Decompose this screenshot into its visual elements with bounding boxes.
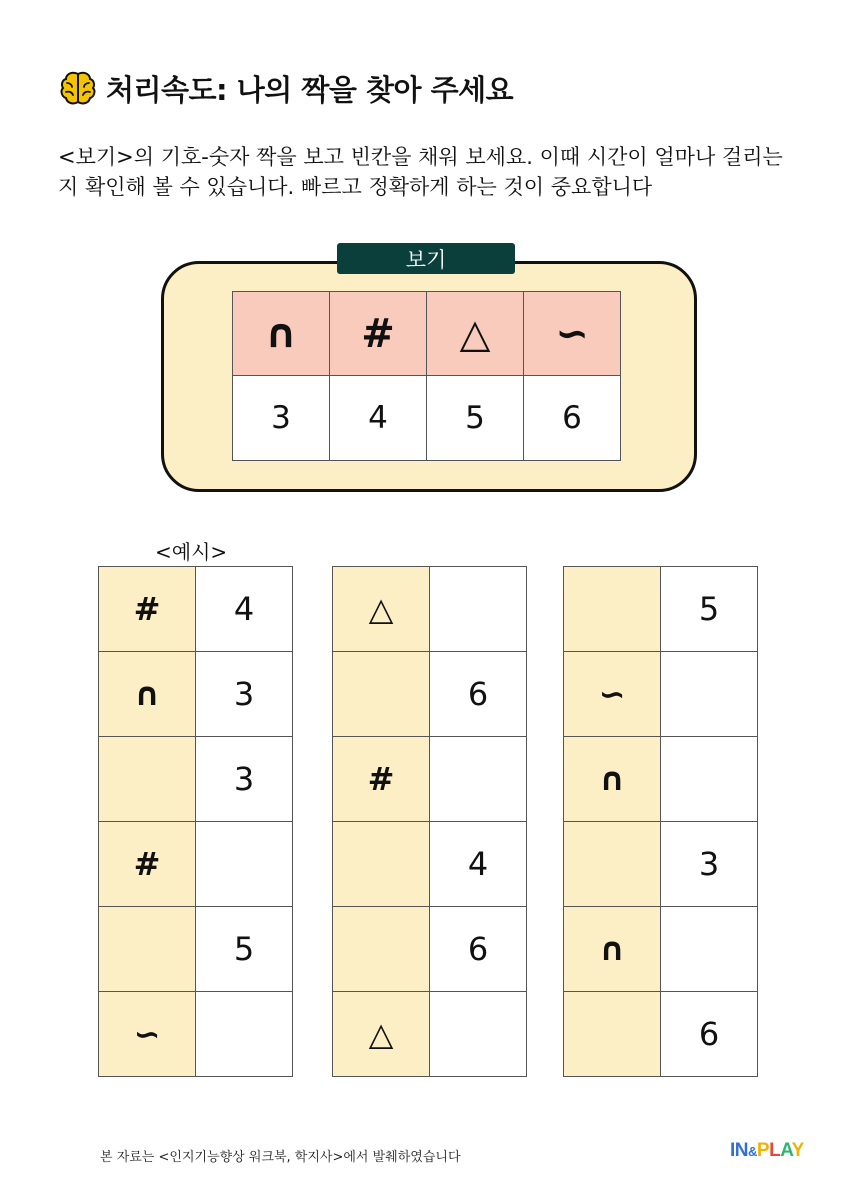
table-row — [99, 907, 293, 992]
logo-part: Y — [791, 1140, 804, 1161]
table-row — [333, 567, 527, 652]
symbol-cell[interactable] — [564, 567, 661, 652]
table-row — [333, 822, 527, 907]
table-row — [99, 652, 293, 737]
table-row — [564, 652, 758, 737]
legend-number: 3 — [233, 376, 330, 461]
symbol-cell: ∩ — [564, 907, 661, 992]
symbol-cell: # — [333, 737, 430, 822]
table-row — [333, 652, 527, 737]
table-row — [99, 822, 293, 907]
table-row — [333, 992, 527, 1077]
number-cell[interactable] — [661, 737, 758, 822]
symbol-cell: △ — [333, 992, 430, 1077]
logo-part: IN — [730, 1140, 748, 1161]
symbol-cell[interactable] — [333, 652, 430, 737]
number-cell: 6 — [430, 907, 527, 992]
table-row — [99, 737, 293, 822]
symbol-cell: △ — [333, 567, 430, 652]
symbol-cell: ∩ — [99, 652, 196, 737]
number-cell: 6 — [661, 992, 758, 1077]
brain-icon — [58, 68, 98, 108]
symbol-cell[interactable] — [564, 992, 661, 1077]
number-cell: 3 — [196, 652, 293, 737]
number-cell: 6 — [430, 652, 527, 737]
table-row — [99, 992, 293, 1077]
legend-tab: 보기 — [337, 243, 515, 274]
number-cell[interactable] — [661, 652, 758, 737]
number-cell: 4 — [430, 822, 527, 907]
legend-symbol: ∩ — [233, 292, 330, 376]
page-title: 처리속도: 나의 짝을 찾아 주세요 — [106, 72, 514, 107]
legend-symbol: ∽ — [524, 292, 621, 376]
symbol-cell: ∽ — [99, 992, 196, 1077]
legend-number: 5 — [427, 376, 524, 461]
exercise-grid — [332, 566, 527, 1077]
number-cell[interactable] — [430, 737, 527, 822]
example-label: <예시> — [155, 540, 228, 564]
number-cell[interactable] — [196, 822, 293, 907]
number-cell: 3 — [196, 737, 293, 822]
number-cell: 4 — [196, 567, 293, 652]
symbol-cell[interactable] — [99, 737, 196, 822]
number-cell: 3 — [661, 822, 758, 907]
number-cell[interactable] — [661, 907, 758, 992]
table-row — [564, 737, 758, 822]
number-cell: 5 — [196, 907, 293, 992]
symbol-cell: # — [99, 567, 196, 652]
logo-part: L — [769, 1140, 781, 1161]
table-row — [564, 567, 758, 652]
logo-part: P — [756, 1140, 770, 1161]
legend-table — [232, 291, 621, 461]
table-row — [564, 822, 758, 907]
number-cell[interactable] — [430, 567, 527, 652]
exercise-grid — [563, 566, 758, 1077]
instructions-text: <보기>의 기호-숫자 짝을 보고 빈칸을 채워 보세요. 이때 시간이 얼마나 걸리는지 확인해 볼 수 있습니다. 빠르고 정확하게 하는 것이 중요합니다 — [58, 145, 783, 199]
table-row — [333, 737, 527, 822]
footer-credit: 본 자료는 <인지기능향상 워크북, 학지사>에서 발췌하였습니다 — [100, 1150, 461, 1165]
number-cell: 5 — [661, 567, 758, 652]
symbol-cell: ∩ — [564, 737, 661, 822]
table-row — [564, 992, 758, 1077]
legend-number: 6 — [524, 376, 621, 461]
number-cell[interactable] — [430, 992, 527, 1077]
symbol-cell[interactable] — [333, 907, 430, 992]
logo-part: A — [780, 1140, 792, 1161]
example-grid — [98, 566, 293, 1077]
symbol-cell[interactable] — [333, 822, 430, 907]
inplay-logo — [730, 1140, 804, 1162]
legend-number: 4 — [330, 376, 427, 461]
number-cell[interactable] — [196, 992, 293, 1077]
symbol-cell[interactable] — [564, 822, 661, 907]
table-row — [564, 907, 758, 992]
legend-symbol: △ — [427, 292, 524, 376]
logo-part: & — [748, 1144, 757, 1159]
symbol-cell: ∽ — [564, 652, 661, 737]
symbol-cell: # — [99, 822, 196, 907]
title-row — [58, 66, 513, 110]
symbol-cell[interactable] — [99, 907, 196, 992]
table-row — [333, 907, 527, 992]
legend-symbol: # — [330, 292, 427, 376]
table-row — [99, 567, 293, 652]
